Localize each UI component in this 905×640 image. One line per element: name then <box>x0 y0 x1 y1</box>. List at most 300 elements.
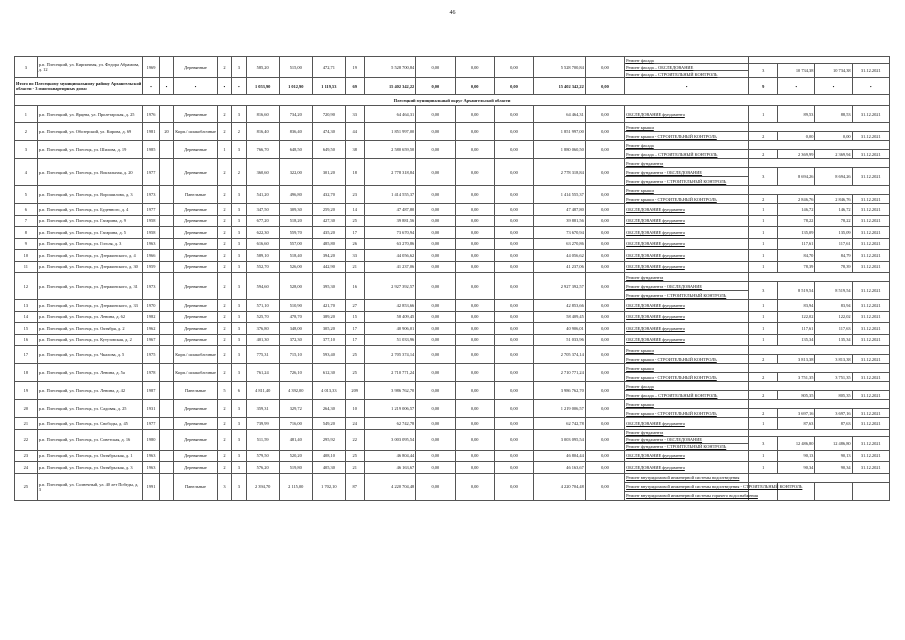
area-total-cell: 589,10 <box>246 250 279 262</box>
year-cell: 1963 <box>143 462 160 474</box>
total-row <box>15 78 890 95</box>
owner-funds-cell: 47 487,80 <box>534 204 586 216</box>
work-count-cell: 1 <box>749 300 778 312</box>
work-type-cell: ОБСЛЕДОВАНИЕ фундамента <box>625 215 749 227</box>
unit-cost-cell: 2 846,76 <box>778 195 815 204</box>
building-row <box>15 323 890 335</box>
work-type-cell: ОБСЛЕДОВАНИЕ фундамента <box>625 418 749 430</box>
owner-funds-cell: 73 670,94 <box>534 227 586 239</box>
building-row <box>15 462 890 474</box>
address-cell: р.п. Плесецкий, ул. Плесецк, ул. Шилова, д. 19 <box>37 141 142 159</box>
deadline-cell: 31.12.2021 <box>852 462 889 474</box>
work-type-cell: Ремонт фундамента <box>625 429 749 436</box>
work-count-cell: 2 <box>749 355 778 364</box>
other-funds-cell: 0,00 <box>585 364 624 382</box>
area-owned-cell: 405,30 <box>312 462 345 474</box>
total-area-living: 1 012,90 <box>279 78 312 95</box>
floors-cell: 2 <box>217 462 231 474</box>
entrances-cell: 3 <box>232 250 246 262</box>
floors-cell: 1 <box>217 141 231 159</box>
deadline-cell: 31.12.2021 <box>852 418 889 430</box>
unit-cost-cell: 78,39 <box>778 261 815 273</box>
wall-material-cell: Деревянные <box>174 261 217 273</box>
other-funds-cell: 0,00 <box>585 311 624 323</box>
residents-cell: 27 <box>345 300 364 312</box>
year-cell: 1982 <box>143 311 160 323</box>
fund-local-cell: 0,00 <box>494 429 533 450</box>
unit-cost-cell: 78,22 <box>778 215 815 227</box>
floors-cell: 2 <box>217 429 231 450</box>
address-cell: р.п. Плесецкий, ул. Плесецк, ул. Октября, д. 2 <box>37 323 142 335</box>
work-count-cell: 2 <box>749 373 778 382</box>
other-funds-cell: 0,00 <box>585 159 624 186</box>
deadline-cell: 31.12.2021 <box>852 238 889 250</box>
work-type-cell: Ремонт крыши <box>625 186 749 195</box>
limit-cost-cell: 83,94 <box>815 300 852 312</box>
work-type-cell: Ремонт крыши - СТРОИТЕЛЬНЫЙ КОНТРОЛЬ <box>625 132 749 141</box>
fund-regional-cell: 0,00 <box>455 323 494 335</box>
fund-federal-cell: 0,00 <box>416 418 455 430</box>
fund-regional-cell: 0,00 <box>455 400 494 418</box>
row-number: 15 <box>15 323 38 335</box>
wall-material-cell: Деревянные <box>174 57 217 78</box>
area-owned-cell: 395,30 <box>312 273 345 300</box>
row-number: 22 <box>15 429 38 450</box>
wall-material-cell: Деревянные <box>174 462 217 474</box>
fund-federal-cell: 0,00 <box>416 186 455 204</box>
work-type-cell: Ремонт фасада – СТРОИТЕЛЬНЫЙ КОНТРОЛЬ <box>625 391 749 400</box>
work-type-cell: Ремонт крыши <box>625 346 749 355</box>
building-row <box>15 57 890 64</box>
floors-cell: 2 <box>217 400 231 418</box>
area-total-cell: 552,70 <box>246 261 279 273</box>
fund-regional-cell: 0,00 <box>455 418 494 430</box>
deadline-cell: 31.12.2021 <box>852 195 889 204</box>
residents-cell: 19 <box>345 57 364 78</box>
area-living-cell: 2 115,00 <box>279 473 312 500</box>
total-dot: • <box>815 78 852 95</box>
residents-cell: 16 <box>345 273 364 300</box>
area-living-cell: 520,20 <box>279 450 312 462</box>
row-number: 18 <box>15 364 38 382</box>
entrances-cell: 3 <box>232 215 246 227</box>
deadline-cell: 31.12.2021 <box>852 355 889 364</box>
work-count-cell: 1 <box>749 250 778 262</box>
limit-cost-cell: 10 734,38 <box>815 64 852 78</box>
reconstruction-year-cell <box>159 462 173 474</box>
fund-local-cell: 0,00 <box>494 346 533 364</box>
reconstruction-year-cell <box>159 346 173 364</box>
area-living-cell: 519,80 <box>279 462 312 474</box>
work-type-cell: ОБСЛЕДОВАНИЕ фундамента <box>625 261 749 273</box>
row-number: 21 <box>15 418 38 430</box>
area-owned-cell: 408,10 <box>312 450 345 462</box>
wall-material-cell: Деревянные <box>174 418 217 430</box>
other-funds-cell: 0,00 <box>585 462 624 474</box>
work-type-cell: ОБСЛЕДОВАНИЕ фундамента <box>625 462 749 474</box>
total-dot: • <box>232 78 246 95</box>
row-number: 25 <box>15 473 38 500</box>
area-owned-cell: 442,90 <box>312 261 345 273</box>
cost-cell: 51 033,96 <box>364 334 416 346</box>
fund-regional-cell: 0,00 <box>455 215 494 227</box>
owner-funds-cell: 44 056,62 <box>534 250 586 262</box>
unit-cost-cell: 135,09 <box>778 227 815 239</box>
address-cell: р.п. Плесецкий, ул. Плесецк, ул. Ленина, д. 62 <box>37 311 142 323</box>
unit-cost-cell: 3 697,16 <box>778 409 815 418</box>
row-number: 2 <box>15 123 38 141</box>
building-row <box>15 186 890 195</box>
building-row <box>15 311 890 323</box>
limit-cost-cell: 87,63 <box>815 418 852 430</box>
floors-cell: 2 <box>217 364 231 382</box>
other-funds-cell: 0,00 <box>585 215 624 227</box>
floors-cell: 2 <box>217 300 231 312</box>
unit-cost-cell: 117,61 <box>778 238 815 250</box>
deadline-cell: 31.12.2021 <box>852 373 889 382</box>
area-total-cell: 677,20 <box>246 215 279 227</box>
entrances-cell: 3 <box>232 261 246 273</box>
area-living-cell: 496,80 <box>279 186 312 204</box>
building-row <box>15 346 890 355</box>
work-type-cell: Ремонт крыши <box>625 400 749 409</box>
work-count-cell: 2 <box>749 195 778 204</box>
row-number: 9 <box>15 238 38 250</box>
area-total-cell: 775,31 <box>246 346 279 364</box>
unit-cost-cell: 84,70 <box>778 250 815 262</box>
fund-regional-cell: 0,00 <box>455 334 494 346</box>
floors-cell: 2 <box>217 123 231 141</box>
year-cell: 1969 <box>143 57 160 78</box>
cost-cell: 3 003 095,54 <box>364 429 416 450</box>
year-cell: 1973 <box>143 186 160 204</box>
entrances-cell: 3 <box>232 273 246 300</box>
address-cell: р.п. Плесецкий, ул. Плесецк, ул. Садовая, д. 25 <box>37 400 142 418</box>
entrances-cell: 3 <box>232 346 246 364</box>
area-total-cell: 2 394,70 <box>246 473 279 500</box>
entrances-cell: 3 <box>232 141 246 159</box>
fund-local-cell: 0,00 <box>494 462 533 474</box>
entrances-cell: 3 <box>232 106 246 123</box>
owner-funds-cell: 3 986 762,70 <box>534 382 586 400</box>
residents-cell: 38 <box>345 141 364 159</box>
other-funds-cell: 0,00 <box>585 382 624 400</box>
reconstruction-year-cell <box>159 238 173 250</box>
limit-cost-cell: 135,34 <box>815 334 852 346</box>
fund-local-cell: 0,00 <box>494 364 533 382</box>
reconstruction-year-cell <box>159 186 173 204</box>
deadline-cell: 31.12.2021 <box>852 215 889 227</box>
total-zero: 0,00 <box>455 78 494 95</box>
year-cell: 1977 <box>143 159 160 186</box>
work-count-cell: 1 <box>749 106 778 123</box>
area-owned-cell: 432,70 <box>312 186 345 204</box>
work-count-cell: 3 <box>749 168 778 186</box>
deadline-cell: 31.12.2021 <box>852 132 889 141</box>
fund-federal-cell: 0,00 <box>416 227 455 239</box>
work-type-cell: ОБСЛЕДОВАНИЕ фундамента <box>625 334 749 346</box>
other-funds-cell: 0,00 <box>585 450 624 462</box>
residents-cell: 17 <box>345 227 364 239</box>
floors-cell: 2 <box>217 273 231 300</box>
work-count-cell: 3 <box>749 436 778 450</box>
entrances-cell: 3 <box>232 311 246 323</box>
residents-cell: 18 <box>345 159 364 186</box>
deadline-cell: 31.12.2021 <box>852 450 889 462</box>
building-row <box>15 238 890 250</box>
total-dot: • <box>143 78 160 95</box>
owner-funds-cell: 4 220 704,48 <box>534 473 586 500</box>
row-number: 6 <box>15 204 38 216</box>
area-owned-cell: 649,50 <box>312 141 345 159</box>
owner-funds-cell: 3 003 095,54 <box>534 429 586 450</box>
area-owned-cell: 389,20 <box>312 311 345 323</box>
fund-regional-cell: 0,00 <box>455 159 494 186</box>
fund-local-cell: 0,00 <box>494 400 533 418</box>
residents-cell: 21 <box>345 462 364 474</box>
address-cell: р.п. Плесецкий, ул. Плесецк, ул. Дзержинского, д. 30 <box>37 261 142 273</box>
limit-cost-cell: 117,63 <box>815 323 852 335</box>
entrances-cell: 3 <box>232 186 246 204</box>
floors-cell: 2 <box>217 186 231 204</box>
owner-funds-cell: 62 742,78 <box>534 418 586 430</box>
total-area: 1 053,90 <box>246 78 279 95</box>
unit-cost-cell: 805,35 <box>778 391 815 400</box>
area-living-cell: 528,00 <box>279 273 312 300</box>
owner-funds-cell: 2 778 318,84 <box>534 159 586 186</box>
owner-funds-cell: 1 880 060,50 <box>534 141 586 159</box>
area-total-cell: 585,20 <box>246 57 279 78</box>
unit-cost-cell: 89,53 <box>778 106 815 123</box>
area-total-cell: 816,40 <box>246 123 279 141</box>
area-owned-cell: 377,10 <box>312 334 345 346</box>
reconstruction-year-cell <box>159 382 173 400</box>
owner-funds-cell: 1 219 006,57 <box>534 400 586 418</box>
owner-funds-cell: 51 033,96 <box>534 334 586 346</box>
reconstruction-year-cell <box>159 323 173 335</box>
reconstruction-year-cell <box>159 106 173 123</box>
unit-cost-cell: 0,00 <box>778 132 815 141</box>
cost-cell: 73 670,94 <box>364 227 416 239</box>
year-cell: 1958 <box>143 227 160 239</box>
owner-funds-cell: 5 528 700,84 <box>534 57 586 78</box>
residents-cell: 10 <box>345 400 364 418</box>
work-count-cell: 1 <box>749 227 778 239</box>
fund-federal-cell: 0,00 <box>416 238 455 250</box>
fund-local-cell: 0,00 <box>494 141 533 159</box>
fund-federal-cell: 0,00 <box>416 323 455 335</box>
wall-material-cell: Деревянные <box>174 204 217 216</box>
other-funds-cell: 0,00 <box>585 300 624 312</box>
area-total-cell: 525,70 <box>246 311 279 323</box>
work-type-cell: ОБСЛЕДОВАНИЕ фундамента <box>625 227 749 239</box>
reconstruction-year-cell <box>159 204 173 216</box>
total-cost2: 15 402 342,22 <box>534 78 586 95</box>
unit-cost-cell: 90,34 <box>778 462 815 474</box>
floors-cell: 5 <box>217 382 231 400</box>
wall-material-cell: Деревянные <box>174 106 217 123</box>
cost-cell: 1 851 997,00 <box>364 123 416 141</box>
work-type-cell: Ремонт фасада – СТРОИТЕЛЬНЫЙ КОНТРОЛЬ <box>625 71 749 78</box>
unit-cost-cell: 117,61 <box>778 323 815 335</box>
fund-local-cell: 0,00 <box>494 106 533 123</box>
owner-funds-cell: 46 163,67 <box>534 462 586 474</box>
area-living-cell: 348,00 <box>279 323 312 335</box>
area-living-cell: 481,40 <box>279 429 312 450</box>
address-cell: р.п. Плесецкий, ул. Плесецк, ул. Кутузовская, д. 2 <box>37 334 142 346</box>
total-dot: • <box>778 78 815 95</box>
fund-regional-cell: 0,00 <box>455 450 494 462</box>
reconstruction-year-cell <box>159 250 173 262</box>
wall-material-cell: Деревянные <box>174 323 217 335</box>
reconstruction-year-cell <box>159 473 173 500</box>
deadline-cell: 31.12.2021 <box>852 204 889 216</box>
floors-cell: 2 <box>217 204 231 216</box>
cost-cell: 4 220 704,48 <box>364 473 416 500</box>
owner-funds-cell: 39 881,56 <box>534 215 586 227</box>
limit-cost-cell: 122,02 <box>815 311 852 323</box>
row-number: 24 <box>15 462 38 474</box>
wall-material-cell: Деревянные <box>174 400 217 418</box>
year-cell: 1977 <box>143 204 160 216</box>
fund-federal-cell: 0,00 <box>416 123 455 141</box>
building-row <box>15 418 890 430</box>
work-count-cell: 1 <box>749 204 778 216</box>
deadline-cell: 31.12.2021 <box>852 282 889 300</box>
fund-regional-cell: 0,00 <box>455 123 494 141</box>
limit-cost-cell: 12 486,80 <box>815 436 852 450</box>
residents-cell: 26 <box>345 238 364 250</box>
deadline-cell: 31.12.2021 <box>852 409 889 418</box>
other-funds-cell: 0,00 <box>585 323 624 335</box>
deadline-cell: 31.12.2021 <box>852 250 889 262</box>
residents-cell: 17 <box>345 323 364 335</box>
area-total-cell: 616,60 <box>246 238 279 250</box>
wall-material-cell: Деревянные <box>174 273 217 300</box>
unit-cost-cell: 8 694,26 <box>778 168 815 186</box>
area-total-cell: 359,31 <box>246 400 279 418</box>
fund-federal-cell: 0,00 <box>416 273 455 300</box>
year-cell: 1978 <box>143 364 160 382</box>
unit-cost-cell: 87,63 <box>778 418 815 430</box>
work-type-cell: ОБСЛЕДОВАНИЕ фундамента <box>625 323 749 335</box>
address-cell: р.п. Плесецкий, ул. Плесецк, ул. Ленина, д. 5а <box>37 364 142 382</box>
row-number: 1 <box>15 106 38 123</box>
work-type-cell: Ремонт фундамента - ОБСЛЕДОВАНИЕ <box>625 168 749 177</box>
total-count: 9 <box>749 78 778 95</box>
floors-cell: 2 <box>217 261 231 273</box>
building-row <box>15 123 890 132</box>
other-funds-cell: 0,00 <box>585 57 624 78</box>
fund-federal-cell: 0,00 <box>416 57 455 78</box>
fund-local-cell: 0,00 <box>494 204 533 216</box>
other-funds-cell: 0,00 <box>585 123 624 141</box>
area-total-cell: 571,10 <box>246 300 279 312</box>
area-owned-cell: 549,20 <box>312 418 345 430</box>
wall-material-cell: Деревянные <box>174 334 217 346</box>
area-total-cell: 594,60 <box>246 273 279 300</box>
fund-regional-cell: 0,00 <box>455 238 494 250</box>
area-total-cell: 401,30 <box>246 334 279 346</box>
building-row <box>15 364 890 373</box>
area-living-cell: 510,90 <box>279 300 312 312</box>
area-total-cell: 766,70 <box>246 141 279 159</box>
other-funds-cell: 0,00 <box>585 273 624 300</box>
fund-regional-cell: 0,00 <box>455 261 494 273</box>
address-cell: р.п. Плесецкий, ул. Плесецк, ул. Октябрьская, д. 3 <box>37 462 142 474</box>
address-cell: р.п. Плесецкий, ул. Плесецк, ул. Ленина, д. 42 <box>37 382 142 400</box>
fund-federal-cell: 0,00 <box>416 250 455 262</box>
work-type-cell: Ремонт внутридомовой инженерной системы горячего водоснабжения <box>626 493 758 498</box>
residents-cell: 21 <box>345 261 364 273</box>
entrances-cell: 3 <box>232 450 246 462</box>
address-cell: р.п. Плесецкий, ул. Плесецк, ул. Советская, д. 16 <box>37 429 142 450</box>
deadline-cell: 31.12.2021 <box>852 227 889 239</box>
year-cell: 1975 <box>143 346 160 364</box>
area-living-cell: 648,50 <box>279 141 312 159</box>
cost-cell: 1 414 555,37 <box>364 186 416 204</box>
other-funds-cell: 0,00 <box>585 473 624 500</box>
address-cell: р.п. Плесецкий, ул. Обозерский, ул. Кирова, д. 69 <box>37 123 142 141</box>
area-total-cell: 576,20 <box>246 462 279 474</box>
fund-local-cell: 0,00 <box>494 323 533 335</box>
year-cell: 1987 <box>143 382 160 400</box>
owner-funds-cell: 64 464,31 <box>534 106 586 123</box>
floors-cell: 2 <box>217 238 231 250</box>
fund-federal-cell: 0,00 <box>416 300 455 312</box>
empty-cell <box>749 273 890 282</box>
limit-cost-cell: 2 846,76 <box>815 195 852 204</box>
fund-regional-cell: 0,00 <box>455 57 494 78</box>
year-cell: 1973 <box>143 273 160 300</box>
owner-funds-cell: 1 851 997,00 <box>534 123 586 141</box>
total-zero: 0,00 <box>585 78 624 95</box>
entrances-cell: 3 <box>232 418 246 430</box>
fund-local-cell: 0,00 <box>494 473 533 500</box>
work-type-cell: Ремонт крыши - СТРОИТЕЛЬНЫЙ КОНТРОЛЬ <box>625 195 749 204</box>
address-cell: р.п. Плесецкий, ул. Плесецк, ул. Чкалова, д. 5 <box>37 346 142 364</box>
area-owned-cell: 4 013,33 <box>312 382 345 400</box>
work-type-cell: Ремонт фундамента - СТРОИТЕЛЬНЫЙ КОНТРОЛЬ <box>625 291 749 300</box>
section-header-row <box>15 95 890 106</box>
section-title: Плесецкий муниципальный округ Архангельской области <box>15 95 890 106</box>
reconstruction-year-cell <box>159 273 173 300</box>
address-cell: р.п. Плесецкий, ул. Плесецк, ул. Свободы, д. 45 <box>37 418 142 430</box>
residents-cell: 14 <box>345 204 364 216</box>
cost-cell: 2 710 771,24 <box>364 364 416 382</box>
other-funds-cell: 0,00 <box>585 238 624 250</box>
fund-regional-cell: 0,00 <box>455 473 494 500</box>
total-dot: • <box>174 78 217 95</box>
empty-cell <box>749 473 890 482</box>
wall-material-cell: Деревянные <box>174 429 217 450</box>
work-count-cell: 1 <box>749 261 778 273</box>
other-funds-cell: 0,00 <box>585 429 624 450</box>
row-number: 20 <box>15 400 38 418</box>
fund-local-cell: 0,00 <box>494 238 533 250</box>
floors-cell: 2 <box>217 57 231 78</box>
fund-regional-cell: 0,00 <box>455 186 494 204</box>
area-owned-cell: 593,40 <box>312 346 345 364</box>
owner-funds-cell: 40 906,01 <box>534 323 586 335</box>
reconstruction-year-cell <box>159 227 173 239</box>
owner-funds-cell: 41 237,06 <box>534 261 586 273</box>
entrances-cell: 3 <box>232 204 246 216</box>
address-cell: р.п. Плесецкий, ул. Плесецк, ул. Дзержинского, д. 4 <box>37 250 142 262</box>
row-number: 12 <box>15 273 38 300</box>
area-living-cell: 518,20 <box>279 215 312 227</box>
year-cell: 1958 <box>143 215 160 227</box>
